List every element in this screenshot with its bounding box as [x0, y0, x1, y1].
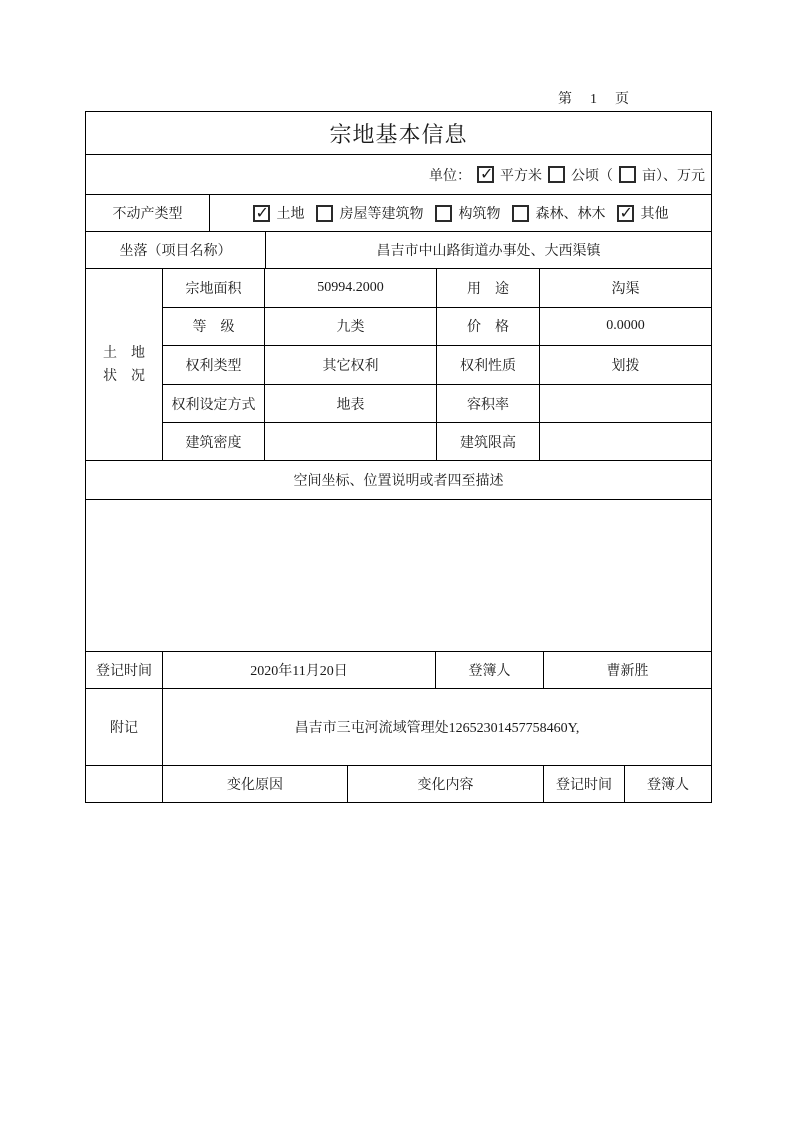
right-setting-value: 地表: [265, 385, 437, 422]
location-label: 坐落（项目名称）: [86, 232, 266, 268]
land-row-grade-price: [163, 308, 711, 346]
page-indicator: 第 1 页: [558, 92, 631, 107]
land-status-label-line2: 状 况: [103, 368, 145, 384]
plot-ratio-label: 容积率: [437, 385, 540, 422]
right-nature-value: 划拨: [611, 358, 640, 374]
title-row: [86, 112, 711, 155]
change-log-empty-cell: [86, 766, 163, 802]
use-label: 用 途: [437, 269, 540, 307]
land-status-label: [86, 269, 163, 460]
units-label: 单位：: [429, 168, 471, 184]
structure-checkbox: [435, 205, 452, 222]
notes-value: 昌吉市三屯河流域管理处12652301457758460Y,: [294, 721, 580, 736]
right-setting-label: 权利设定方式: [163, 385, 265, 422]
unit-hectare-label: 公顷（: [571, 168, 613, 184]
parcel-area-label: 宗地面积: [163, 269, 265, 307]
unit-sqm-checkbox: [477, 166, 494, 183]
land-status-label-line1: 土 地: [103, 345, 145, 361]
registration-time-value: 2020年11月20日: [163, 652, 436, 688]
height-limit-value: [540, 423, 711, 460]
grade-label: 等 级: [163, 308, 265, 345]
change-content-header: 变化内容: [348, 766, 544, 802]
spatial-content: [86, 500, 711, 651]
estate-option-other: [617, 203, 669, 223]
document-title: 宗地基本信息: [329, 121, 468, 147]
land-row-area-use: [163, 269, 711, 308]
height-limit-label: 建筑限高: [437, 423, 540, 460]
parcel-area-value: 50994.2000: [265, 269, 437, 307]
estate-option-land: [253, 203, 305, 223]
land-row-right-type: [163, 346, 711, 386]
estate-option-structure: [435, 203, 501, 223]
estate-type-label: 不动产类型: [86, 195, 210, 231]
change-reg-time-header: 登记时间: [544, 766, 625, 802]
registration-time-label: 登记时间: [86, 652, 163, 688]
estate-type-options: [210, 195, 711, 231]
building-density-label: 建筑密度: [163, 423, 265, 460]
forest-checkbox: [512, 205, 529, 222]
grade-value: 九类: [265, 308, 437, 345]
other-checkbox: [617, 205, 634, 222]
unit-hectare-checkbox: [548, 166, 565, 183]
building-density-value: [265, 423, 437, 460]
right-type-label: 权利类型: [163, 346, 265, 385]
land-row-density-height: [163, 423, 711, 460]
building-checkbox: [316, 205, 333, 222]
land-status-rows: [163, 269, 711, 460]
notes-row: [86, 689, 711, 766]
spatial-body-row: [86, 500, 711, 652]
spatial-header: 空间坐标、位置说明或者四至描述: [293, 474, 504, 489]
structure-label: 构筑物: [458, 207, 501, 222]
parcel-info-table: [85, 111, 712, 803]
building-label: 房屋等建筑物: [339, 207, 424, 222]
registrar-value: 曹新胜: [606, 664, 649, 679]
estate-option-forest: [512, 203, 606, 223]
spatial-header-row: [86, 461, 711, 500]
land-label: 土地: [276, 207, 305, 222]
land-checkbox: [253, 205, 270, 222]
other-label: 其他: [640, 207, 669, 222]
registrar-label: 登簿人: [436, 652, 544, 688]
price-label: 价 格: [437, 308, 540, 345]
location-row: [86, 232, 711, 269]
land-row-right-setting: [163, 385, 711, 423]
change-reason-header: 变化原因: [163, 766, 348, 802]
right-type-value: 其它权利: [265, 346, 437, 385]
use-value: 沟渠: [611, 281, 640, 297]
units-row: [86, 155, 711, 195]
notes-label: 附记: [86, 689, 163, 765]
registration-row: [86, 652, 711, 689]
estate-type-row: [86, 195, 711, 232]
right-nature-label: 权利性质: [437, 346, 540, 385]
plot-ratio-value: [540, 385, 711, 422]
change-registrar-header: 登簿人: [647, 778, 689, 793]
unit-mu-checkbox: [619, 166, 636, 183]
unit-sqm-label: 平方米: [500, 168, 542, 184]
forest-label: 森林、林木: [535, 207, 606, 222]
unit-mu-label: 亩）、万元: [642, 168, 705, 184]
location-value: 昌吉市中山路街道办事处、大西渠镇: [376, 244, 601, 259]
price-value: 0.0000: [606, 318, 645, 334]
change-log-header-row: [86, 766, 711, 802]
estate-option-building: [316, 203, 424, 223]
land-status-block: [86, 269, 711, 461]
